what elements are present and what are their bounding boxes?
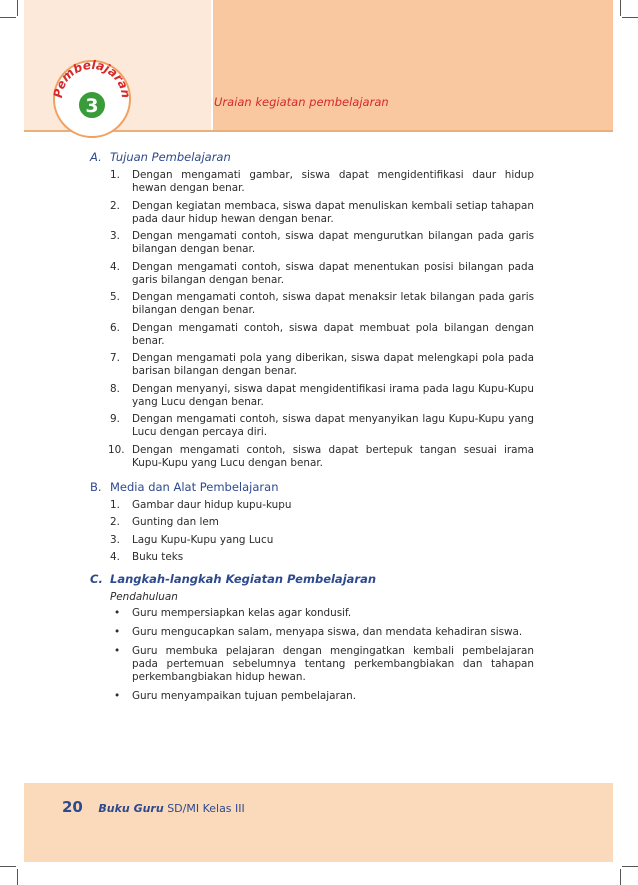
section-heading: Tujuan Pembelajaran [110,150,231,164]
list-item [90,551,534,564]
book-level: SD/MI Kelas III [167,802,245,815]
list-item [90,322,534,348]
list-item [90,607,534,620]
list-item [90,444,534,470]
bullet: • [114,690,121,702]
item-text: Lagu Kupu-Kupu yang Lucu [132,533,274,546]
item-text: Guru mengucapkan salam, menyapa siswa, dan mendata kehadiran siswa. [132,626,523,638]
crop-mark [620,869,621,885]
item-number: 7. [110,352,120,364]
footer-band [24,783,613,862]
list-item [90,516,534,529]
item-text: Guru membuka pelajaran dengan mengingatkan kembali pembelajaran pada pertemuan sebelumnya tentang perkembangbiakan dan tahapan perkembangbiakan hidup hewan. [132,645,534,683]
list-item [90,690,534,703]
section-a-title [90,150,534,164]
footer [62,798,245,816]
list-item [90,169,534,195]
item-number: 2. [110,199,120,212]
item-number: 1. [110,498,120,511]
list-item [90,534,534,547]
item-text: Dengan kegiatan membaca, siswa dapat menuliskan kembali setiap tahapan pada daur hidup hewan dengan benar. [132,199,534,225]
item-text: Dengan menyanyi, siswa dapat mengidentifikasi irama pada lagu Kupu-Kupu yang Lucu dengan benar. [132,382,534,408]
list-item [90,499,534,512]
crop-mark [0,866,16,867]
list-item [90,291,534,317]
list-item [90,645,534,684]
book-title: Buku Guru [98,802,164,815]
steps-list [90,607,534,703]
item-text: Dengan mengamati contoh, siswa dapat menyanyikan lagu Kupu-Kupu yang Lucu dengan percaya diri. [132,413,534,438]
item-number: 8. [110,382,120,395]
subheading: Pendahuluan [110,591,178,603]
item-number: 6. [110,321,120,334]
crop-mark [622,17,638,18]
item-number: 3. [110,230,120,242]
list-item [90,200,534,226]
list-item [90,230,534,256]
bullet: • [114,607,121,619]
item-text: Dengan mengamati contoh, siswa dapat bertepuk tangan sesuai irama Kupu-Kupu yang Lucu dengan benar. [132,443,534,469]
list-item [90,626,534,639]
item-text: Buku teks [132,551,184,563]
item-text: Dengan mengamati contoh, siswa dapat mengurutkan bilangan pada garis bilangan dengan benar. [132,230,534,255]
list-item [90,383,534,409]
item-text: Dengan mengamati pola yang diberikan, siswa dapat melengkapi pola pada barisan bilangan dengan benar. [132,352,534,377]
item-number: 4. [110,551,120,563]
badge-word: Pembelajaran [50,57,134,99]
list-item [90,352,534,378]
media-list [90,499,534,565]
item-text: Dengan mengamati contoh, siswa dapat menentukan posisi bilangan pada garis bilangan dengan benar. [132,260,534,286]
section-letter: B. [90,479,102,494]
item-number: 1. [110,169,120,181]
item-number: 4. [110,260,120,273]
list-item [90,413,534,439]
content [90,150,534,709]
bullet: • [114,645,121,657]
section-heading: Media dan Alat Pembelajaran [110,479,279,494]
page-title: Uraian kegiatan pembelajaran [214,95,389,109]
crop-mark [0,17,16,18]
section-c-title [90,572,534,586]
item-text: Dengan mengamati gambar, siswa dapat mengidentifikasi daur hidup hewan dengan benar. [132,169,534,194]
crop-mark [17,0,18,16]
item-text: Guru mempersiapkan kelas agar kondusif. [132,607,352,619]
item-text: Dengan mengamati contoh, siswa dapat membuat pola bilangan dengan benar. [132,321,534,347]
item-number: 3. [110,533,120,546]
item-number: 10. [108,443,125,456]
page-number: 20 [62,798,83,816]
item-number: 5. [110,291,120,303]
lesson-badge [50,57,134,141]
item-text: Dengan mengamati contoh, siswa dapat menaksir letak bilangan pada garis bilangan dengan benar. [132,291,534,316]
badge-number: 3 [85,95,99,117]
section-letter: C. [90,572,103,586]
crop-mark [620,0,621,16]
crop-mark [622,866,638,867]
section-heading: Langkah-langkah Kegiatan Pembelajaran [110,572,377,586]
header-band-right [213,0,613,130]
list-item [90,261,534,287]
bullet: • [114,626,121,638]
section-b-title [90,480,534,494]
section-letter: A. [90,150,102,164]
item-text: Gambar daur hidup kupu-kupu [132,498,292,511]
item-text: Gunting dan lem [132,516,219,528]
item-number: 2. [110,516,120,528]
crop-mark [17,869,18,885]
item-number: 9. [110,413,120,425]
objectives-list [90,169,534,470]
item-text: Guru menyampaikan tujuan pembelajaran. [132,690,356,702]
